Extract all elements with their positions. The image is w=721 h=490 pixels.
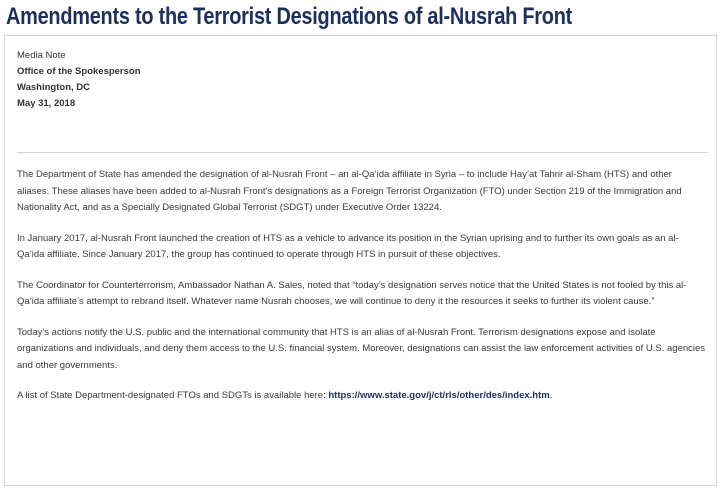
- media-note-meta: [17, 48, 141, 112]
- doc-type-label: Media Note: [17, 50, 66, 61]
- designations-list-link[interactable]: https://www.state.gov/j/ct/rls/other/des/index.htm: [328, 390, 550, 401]
- paragraph-link: [17, 388, 706, 405]
- link-intro-text: A list of State Department-designated FTOs and SDGTs is available here:: [17, 390, 329, 401]
- paragraph-history: In January 2017, al-Nusrah Front launched the creation of HTS as a vehicle to advance its position in the Syrian uprising and to further its own goals as an al-Qa’ida affiliate. Since January 2017, the group has continued to operate through HTS in pursuit of these objectives.: [17, 232, 679, 260]
- paragraph-quote: The Coordinator for Counterterrorism, Ambassador Nathan A. Sales, noted that “today’s designation serves notice that the United States is not fooled by this al-Qa’ida affiliate’s attempt to rebrand itself. Whatever name Nusrah chooses, we will continue to deny it the resources it seeks to further its violent cause.”: [17, 279, 687, 307]
- page-title: Amendments to the Terrorist Designations of al-Nusrah Front: [6, 3, 572, 30]
- paragraph-actions: Today’s actions notify the U.S. public and the international community that HTS is an alias of al-Nusrah Front. Terrorism designations expose and isolate organizations and individuals, and deny them access to the U.S. financial system. Moreover, designations can assist the law enforcement activities of U.S. agencies and other governments.: [17, 326, 706, 371]
- date-label: May 31, 2018: [17, 98, 76, 109]
- paragraph-designation: The Department of State has amended the designation of al-Nusrah Front – an al-Qa’ida affiliate in Syria – to include Hay’at Tahrir al-Sham (HTS) and other aliases. These aliases have been added to al-Nusrah Front’s designations as a Foreign Terrorist Organization (FTO) under Section 219 of the Immigration and Nationality Act, and as a Specially Designated Global Terrorist (SDGT) under Executive Order 13224.: [17, 169, 682, 213]
- office-label: Office of the Spokesperson: [17, 66, 141, 77]
- link-suffix-text: .: [549, 390, 553, 401]
- content-panel: [4, 35, 717, 486]
- location-label: Washington, DC: [17, 82, 90, 93]
- section-divider: [17, 152, 708, 153]
- article-body: [17, 167, 706, 419]
